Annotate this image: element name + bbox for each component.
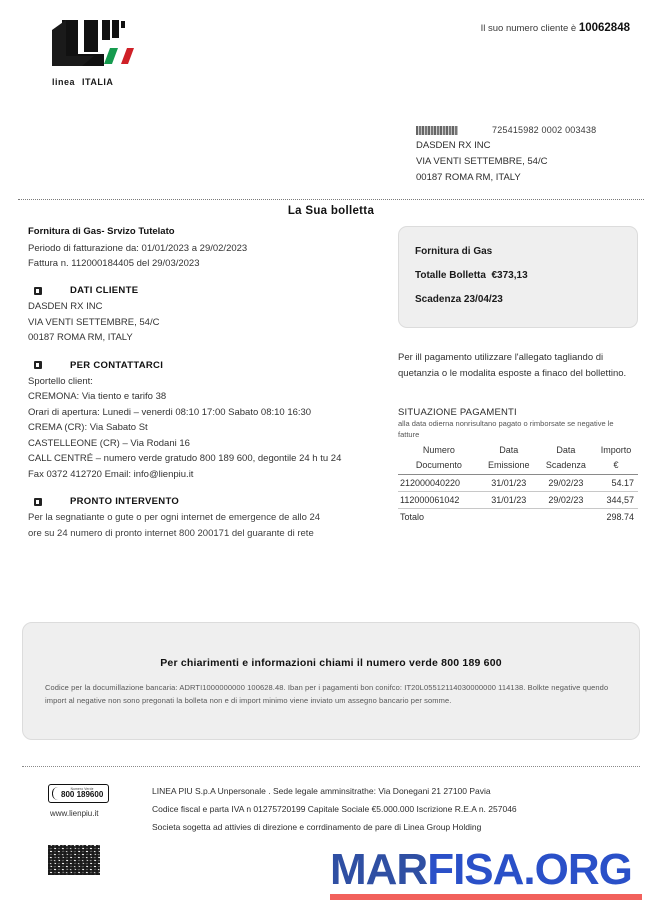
total-spacer (480, 509, 538, 526)
customer-number (481, 22, 630, 34)
contact-line: Fax 0372 412720 Email: info@lienpiu.it (28, 468, 194, 480)
contact-line: CASTELLEONE (CR) – Via Rodani 16 (28, 437, 190, 449)
cell-document-number: 212000040220 (398, 475, 480, 492)
page-title: La Sua bolletta (287, 205, 375, 217)
customer-line: DASDEN RX INC (28, 301, 103, 312)
info-panel-heading: Per chiarimenti e informazioni chiami il numero verde 800 189 600 (160, 657, 502, 669)
legal-line: LINEA PIU S.p.A Unpersonale . Sede legale amminsitrathe: Via Donegani 21 27100 Pavia (152, 786, 491, 796)
document-header (0, 0, 662, 196)
contact-line: CALL CENTRÉ – numero verde gratudo 800 189 600, degontile 24 h tu 24 (28, 453, 342, 464)
supply-title: Fornitura di Gas- Srvizo Tutelato (28, 226, 175, 237)
badge-caption: Numero Verde (70, 786, 94, 791)
column-header: Numero (422, 445, 455, 455)
address-code-row (416, 122, 596, 138)
recipient-address-block (416, 122, 596, 186)
cell-issue-date: 31/01/23 (480, 492, 538, 509)
watermark-part2: FISA.ORG (427, 845, 632, 894)
payments-subtitle: alla data odierna nonrisultano pagato o rimborsate se negative le fatture (398, 419, 614, 439)
column-header: Data (499, 445, 519, 455)
marfisa-watermark (330, 845, 642, 900)
person-badge-icon (34, 287, 42, 295)
contact-line: CREMA (CR): Via Sabato St (28, 422, 148, 433)
invoice-number: Fattura n. 112000184405 del 29/03/2023 (28, 258, 200, 269)
summary-total-amount: €373,13 (491, 270, 528, 281)
left-column (28, 226, 388, 541)
column-subheader: Scadenza (538, 460, 594, 475)
emergency-line: Per la segnatiante o gute o per ogni internet de emergence de allo 24 (28, 512, 321, 523)
company-logo (48, 16, 168, 87)
cell-due-date: 29/02/23 (538, 492, 594, 509)
cell-issue-date: 31/01/23 (480, 475, 538, 492)
green-number-badge (48, 784, 109, 803)
customer-number-value: 10062848 (578, 22, 630, 34)
customer-section-header (28, 285, 388, 296)
cell-amount: 344,57 (594, 492, 638, 509)
column-subheader: Emissione (480, 460, 538, 475)
alert-badge-icon (34, 498, 42, 506)
total-label: Totalo (400, 512, 425, 522)
payment-instructions: Per ill pagamento utilizzare l'allegato tagliando di quetanzia o le modalita esposte a finaco del bollettino. (398, 352, 627, 379)
contact-section-header (28, 360, 388, 371)
customer-number-label: Il suo numero cliente è (480, 23, 577, 34)
legal-text (152, 782, 652, 836)
watermark-underline (330, 894, 642, 900)
payments-title: SITUAZIONE PAGAMENTI (398, 407, 517, 418)
linea-italia-logo-icon (48, 16, 140, 74)
footer-divider (22, 766, 640, 767)
logo-wordmark: linea ITALIA (52, 77, 114, 87)
total-amount: 298.74 (606, 512, 634, 522)
column-subheader: € (594, 460, 638, 475)
column-subheader: Documento (398, 460, 480, 475)
right-column (398, 226, 638, 525)
phone-badge-icon (34, 361, 42, 369)
summary-supply: Fornitura di Gas (415, 246, 493, 257)
payments-table (398, 445, 638, 525)
emergency-line: ore su 24 numero di pronto internet 800 200171 del guarante di rete (28, 527, 314, 539)
address-line: 00187 ROMA RM, ITALY (416, 172, 521, 183)
contact-line: Orari di apertura: Lunedi – venerdi 08:10 17:00 Sabato 08:10 16:30 (28, 406, 312, 418)
website-url[interactable]: www.lienpiu.it (50, 809, 99, 818)
customer-line: VIA VENTI SETTEMBRE, 54/C (28, 316, 160, 328)
datamatrix-barcode-icon (48, 845, 100, 875)
summary-total (415, 264, 621, 288)
summary-total-label: Totalle Bolletta (415, 270, 486, 281)
customer-line: 00187 ROMA RM, ITALY (28, 332, 133, 343)
contact-section-title: PER CONTATTARCI (70, 359, 164, 371)
column-header: Importo (600, 445, 632, 455)
address-code: 725415982 0002 003438 (492, 125, 597, 135)
summary-box (398, 226, 638, 328)
table-total-row (398, 509, 638, 526)
green-number-badge-wrap (48, 784, 148, 818)
table-row (398, 492, 638, 509)
emergency-section-header (28, 496, 388, 507)
badge-number: 800 189600 (61, 790, 104, 800)
legal-line: Societa sogetta ad attivies di direzione e corrdinamento de pare di Linea Group Holding (152, 822, 482, 832)
cell-amount: 54.17 (594, 475, 638, 492)
contact-line: CREMONA: Via tiento e tarifo 38 (28, 391, 167, 402)
contact-line: Sportello client: (28, 375, 93, 387)
column-header: Data (556, 445, 576, 455)
legal-line: Codice fiscal e parta IVA n 01275720199 Capitale Sociale €5.000.000 Iscrizione R.E.A n. 257046 (152, 804, 517, 814)
info-panel-fine-print: Codice per la documillazione bancaria: ADRTI1000000000 100628.48. Iban per i pagamenti bon conifco: IT20L05512114030000000 114138. Bolkte negative quendo import al negative non sono pregonati la bolleta non e di import minimo viene inviato um assegno bancario per somme. (45, 683, 609, 705)
cell-due-date: 29/02/23 (538, 475, 594, 492)
summary-due-date: Scadenza 23/04/23 (415, 294, 503, 305)
address-line: VIA VENTI SETTEMBRE, 54/C (416, 156, 548, 167)
watermark-part1: MAR (330, 845, 428, 894)
customer-section-title: DATI CLIENTE (70, 285, 139, 296)
phone-arc-icon (52, 787, 59, 800)
emergency-section-title: PRONTO INTERVENTO (70, 496, 180, 507)
top-divider (18, 199, 644, 200)
address-line: DASDEN RX INC (416, 140, 491, 151)
billing-period: Periodo di fatturazione da: 01/01/2023 a 29/02/2023 (28, 243, 248, 254)
redacted-barcode-icon (416, 126, 458, 135)
info-panel (22, 622, 640, 740)
table-row (398, 475, 638, 492)
total-spacer (538, 509, 594, 526)
cell-document-number: 112000061042 (398, 492, 480, 509)
